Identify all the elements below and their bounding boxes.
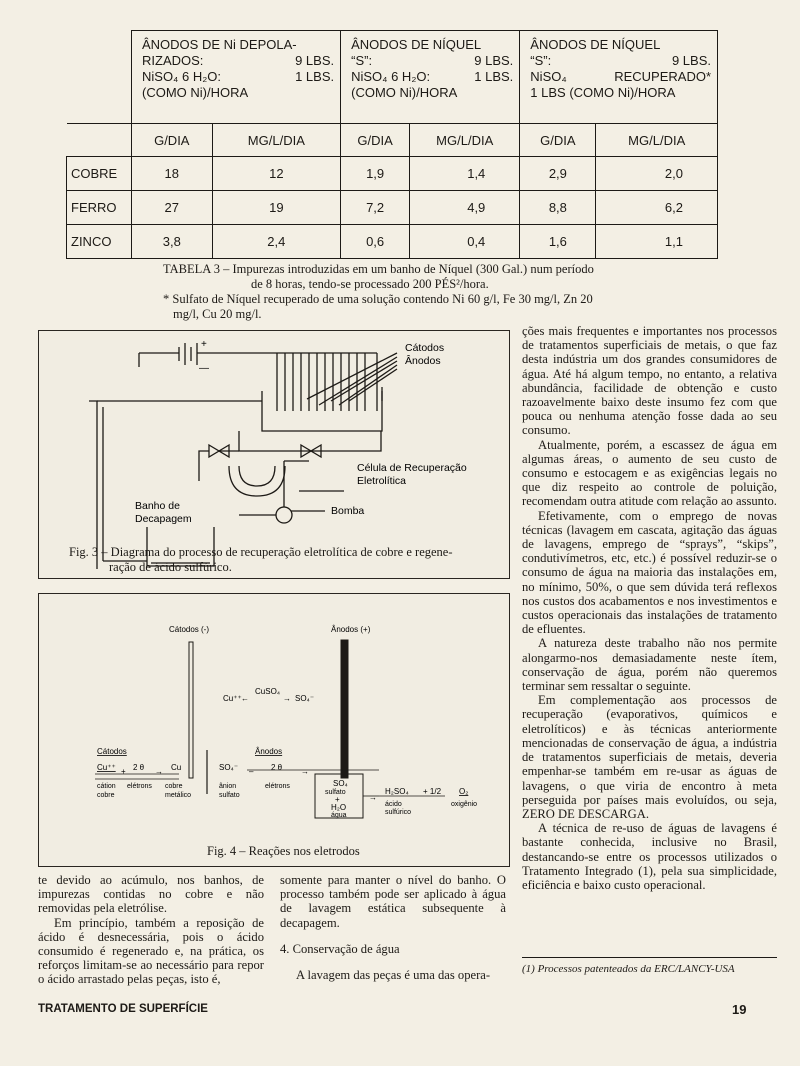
fig4-so4: SO₄⁻ xyxy=(295,694,315,703)
cell: 0,6 xyxy=(341,225,410,259)
fig4-half: + 1/2 xyxy=(423,787,442,796)
fig4-oxigenio: oxigênio xyxy=(451,801,478,808)
figure-3 xyxy=(38,330,510,579)
cell: 1,4 xyxy=(410,157,520,191)
table-row xyxy=(67,157,718,191)
cell: 2,0 xyxy=(596,157,718,191)
fig3-label-celula2: Eletrolítica xyxy=(357,475,407,487)
fig4-h2o: H₂O xyxy=(331,803,347,812)
journal-name: TRATAMENTO DE SUPERFÍCIE xyxy=(38,1003,208,1015)
fig4-cu-metal: Cu xyxy=(171,763,182,772)
paragraph: A lavagem das peças é uma das opera- xyxy=(296,968,491,983)
fig3-label-anodos: Ânodos xyxy=(405,355,441,367)
cell: 6,2 xyxy=(596,191,718,225)
fig4-cation: cátion xyxy=(97,783,116,790)
row-label: ZINCO xyxy=(67,225,132,259)
unit-header: MG/L/DIA xyxy=(596,124,718,157)
fig4-2e-1: 2 θ xyxy=(133,763,145,772)
electrolytic-diagram xyxy=(39,331,509,578)
fig3-label-bomba: Bomba xyxy=(331,505,365,517)
middle-column-text xyxy=(280,873,506,982)
cell: 27 xyxy=(132,191,213,225)
unit-header: MG/L/DIA xyxy=(212,124,341,157)
table-corner xyxy=(67,31,132,124)
fig3-label-banho1: Banho de xyxy=(135,500,180,512)
fig4-acido: ácido xyxy=(385,801,402,808)
fig4-minus: – xyxy=(249,767,254,776)
fig4-eletrons-1: elétrons xyxy=(127,783,152,790)
fig4-sulfato2: sulfato xyxy=(325,789,346,796)
impurities-table xyxy=(66,30,718,259)
row-label: COBRE xyxy=(67,157,132,191)
fig4-anodos-top: Ânodos (+) xyxy=(331,625,371,634)
section-heading: 4. Conservação de água xyxy=(280,941,400,956)
row-label: FERRO xyxy=(67,191,132,225)
fig4-2e-2: 2 θ xyxy=(271,763,283,772)
fig4-anodos-label: Ânodos xyxy=(255,747,283,756)
fig3-label-celula1: Célula de Recuperação xyxy=(357,462,467,474)
table-header-col2: ÂNODOS DE NÍQUEL “S”: 9 LBS. NiSO₄ 6 H₂O: 1 LBS. (COMO Ni)/HORA xyxy=(341,31,520,124)
fig4-caption: Fig. 4 – Reações nos eletrodos xyxy=(207,844,360,858)
unit-header: MG/L/DIA xyxy=(410,124,520,157)
fig4-sulfato: sulfato xyxy=(219,792,240,799)
fig4-so4-box: SO₄ xyxy=(333,779,348,788)
reactions-diagram xyxy=(39,594,509,866)
fig4-cu-cation: Cu⁺⁺ xyxy=(97,763,116,772)
fig4-cuso4: CuSO₄ xyxy=(255,687,281,696)
right-column-text xyxy=(522,324,777,892)
fig4-eletrons-2: elétrons xyxy=(265,783,290,790)
fig3-caption: Fig. 3 – Diagrama do processo de recuperação eletrolítica de cobre e regene- ração de ácido sulfúrico. xyxy=(69,545,453,574)
fig4-sulfurico: sulfúrico xyxy=(385,809,412,816)
fig4-arrow-left-1: ← xyxy=(241,694,249,703)
cell: 7,2 xyxy=(341,191,410,225)
table-row xyxy=(67,191,718,225)
cell: 18 xyxy=(132,157,213,191)
fig4-cu-ion: Cu⁺⁺ xyxy=(223,694,242,703)
cell: 1,1 xyxy=(596,225,718,259)
fig4-catodos-label: Cátodos xyxy=(97,747,127,756)
cell: 0,4 xyxy=(410,225,520,259)
paragraph: Atualmente, porém, a escassez de água em algumas áreas, o aumento de seu custo de consumo e estocagem e as exigências legais no que diz respeito ao controle de poluição, recomendam outra atitude com relação ao assunto. xyxy=(522,437,777,509)
fig4-arrow-right-4: → xyxy=(369,793,377,802)
paragraph: ções mais frequentes e importantes nos processos de tratamentos superficiais de metais, o que faz desta indústria um dos grandes consumidores de água. Até há algum tempo, no entanto, a relativa abundância, facilidade de obtenção e custo razoavelmente baixo deste insumo fez com que pouca ou nenhuma atenção fosse dada ao seu consumo. xyxy=(522,324,777,438)
table-row xyxy=(67,225,718,259)
fig3-label-catodos: Cátodos xyxy=(405,342,445,354)
paragraph: Efetivamente, com o emprego de novas técnicas (lavagem em cascata, agitação das águas de lavagens, emprego de “sprays”, “skips”, condutivímetros, etc, etc.) é possível reduzir-se o consumo de água na maioria das instalações em, no mínimo, 50%, o que sem dúvida terá reflexos nos custos dos acabamentos e nos investimentos e custos operacionais das instalações de tratamento de efluentes. xyxy=(522,508,777,637)
fig4-plus-2: + xyxy=(335,795,340,804)
table-caption: TABELA 3 – Impurezas introduzidas em um banho de Níquel (300 Gal.) num período de 8 horas, tendo-se processado 200 PÉS²/hora. xyxy=(163,262,594,291)
paragraph: Em complementação aos processos de recuperação (evaporativos, químicos e eletrolíticos) e às técnicas anteriormente mencionadas de conservação de água, a indústria de tratamentos superficiais de metais, deveria empenhar-se também em re-usar as águas de lavagens, o que viria de encontro à meta perseguida por países mais evoluídos, ou seja, ZERO DE DESCARGA. xyxy=(522,693,777,821)
cell: 1,9 xyxy=(341,157,410,191)
cell: 12 xyxy=(212,157,341,191)
unit-header: G/DIA xyxy=(132,124,213,157)
table-header-col1: ÂNODOS DE Ni DEPOLA- RIZADOS: 9 LBS. NiSO₄ 6 H₂O: 1 LBS. (COMO Ni)/HORA xyxy=(132,31,341,124)
cell: 4,9 xyxy=(410,191,520,225)
fig4-arrow-right-1: → xyxy=(283,694,291,703)
left-column-text xyxy=(38,873,264,987)
fig4-catodos-top: Cátodos (-) xyxy=(169,625,210,634)
fig4-cobre-met2: metálico xyxy=(165,792,192,799)
fig4-plus-1: + xyxy=(121,767,126,776)
fig4-h2so4: H₂SO₄ xyxy=(385,787,409,796)
fig4-cobre: cobre xyxy=(97,792,115,799)
fig4-agua: água xyxy=(331,812,347,819)
cell: 2,4 xyxy=(212,225,341,259)
fig4-so4-anion: SO₄⁻ xyxy=(219,763,239,772)
page-number: 19 xyxy=(732,1002,747,1017)
table-note: * Sulfato de Níquel recuperado de uma solução contendo Ni 60 g/l, Fe 30 mg/l, Zn 20 mg/l, Cu 20 mg/l. xyxy=(163,292,593,321)
cell: 1,6 xyxy=(520,225,596,259)
paragraph: te devido ao acúmulo, nos banhos, de impurezas contidas no cobre e não removidas pela eletrólise. xyxy=(38,873,264,916)
figure-4 xyxy=(38,593,510,867)
paragraph: A técnica de re-uso de águas de lavagens é bastante conhecida, inclusive no Brasil, destancando-se entre os processos utilizados o Tratamento Integrado (1), pela sua simplicidade, eficiência e baixo custo operacional. xyxy=(522,821,777,892)
footnote: (1) Processos patenteados da ERC/LANCY-USA xyxy=(522,963,735,975)
unit-header: G/DIA xyxy=(341,124,410,157)
cell: 3,8 xyxy=(132,225,213,259)
paragraph: A natureza deste trabalho não nos permite alongarmo-nos demasiadamente neste ítem, conservação de água, porém não queremos terminar sem ressaltar o seguinte. xyxy=(522,636,777,694)
cell: 19 xyxy=(212,191,341,225)
fig4-anion: ânion xyxy=(219,783,237,790)
cell: 8,8 xyxy=(520,191,596,225)
fig3-minus: — xyxy=(199,363,209,374)
paragraph: Em princípio, também a reposição de ácido é desnecessária, pois o ácido consumido é regenerado e, na prática, os reforços limitam-se ao necessário para repor o ácido arrastado pelas peças, isto é, xyxy=(38,915,264,987)
fig4-arrow-right-3: → xyxy=(301,767,309,776)
fig3-label-banho2: Decapagem xyxy=(135,513,192,525)
fig4-arrow-right-2: → xyxy=(155,767,163,776)
fig4-o2: O₂ xyxy=(459,787,469,796)
fig4-cobre-met1: cobre xyxy=(165,783,183,790)
unit-header: G/DIA xyxy=(520,124,596,157)
paragraph: somente para manter o nível do banho. O processo também pode ser aplicado à água de lavagem estática subsequente à decapagem. xyxy=(280,873,506,930)
fig3-plus: + xyxy=(201,339,207,350)
table-header-col3: ÂNODOS DE NÍQUEL “S”: 9 LBS. NiSO₄ RECUPERADO* 1 LBS (COMO Ni)/HORA xyxy=(520,31,718,124)
table-corner-2 xyxy=(67,124,132,157)
cell: 2,9 xyxy=(520,157,596,191)
